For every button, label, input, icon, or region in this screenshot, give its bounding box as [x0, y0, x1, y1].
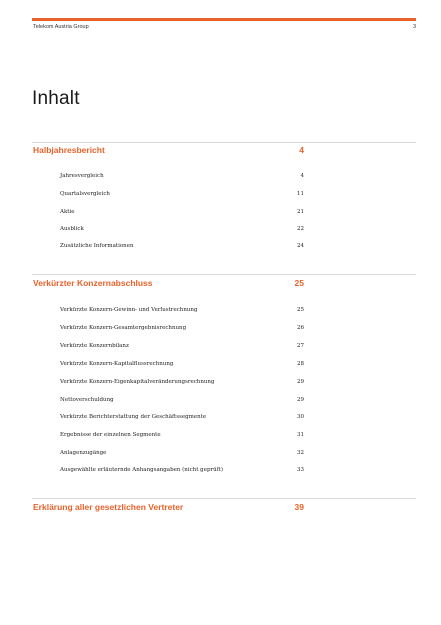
section-title-halbjahresbericht[interactable]: Halbjahresbericht — [33, 145, 105, 155]
section-page-halbjahresbericht[interactable]: 4 — [299, 145, 304, 155]
toc-entry-page[interactable]: 26 — [297, 325, 304, 331]
section-title-konzernabschluss[interactable]: Verkürzter Konzernabschluss — [33, 278, 153, 288]
section-title-erklaerung[interactable]: Erklärung aller gesetzlichen Vertreter — [33, 502, 184, 512]
toc-entry[interactable]: Aktie — [60, 209, 75, 215]
section-page-erklaerung[interactable]: 39 — [294, 502, 304, 512]
toc-entry[interactable]: Verkürzte Konzern-Kapitalflussrechnung — [60, 361, 174, 367]
toc-entry[interactable]: Jahresvergleich — [60, 173, 104, 179]
toc-entry-page[interactable]: 29 — [297, 397, 304, 403]
toc-entry-page[interactable]: 22 — [297, 226, 304, 232]
toc-entry[interactable]: Verkürzte Berichterstattung der Geschäftssegmente — [60, 414, 207, 420]
section-page-konzernabschluss[interactable]: 25 — [294, 278, 304, 288]
toc-entry-page[interactable]: 11 — [297, 191, 304, 197]
toc-entry-page[interactable]: 32 — [297, 450, 304, 456]
section-divider — [32, 498, 416, 499]
toc-entry[interactable]: Ausgewählte erläuternde Anhangsangaben (nicht geprüft) — [60, 467, 224, 473]
header-accent-bar — [32, 18, 416, 21]
toc-entry[interactable]: Anlagenzugänge — [60, 450, 107, 456]
toc-entry-page[interactable]: 29 — [297, 379, 304, 385]
toc-entry[interactable]: Ergebnisse der einzelnen Segmente — [60, 432, 161, 438]
toc-entry-page[interactable]: 30 — [297, 414, 304, 420]
section-divider — [32, 274, 416, 275]
toc-entry[interactable]: Verkürzte Konzern-Gesamtergebnisrechnung — [60, 325, 187, 331]
toc-entry[interactable]: Quartalsvergleich — [60, 191, 110, 197]
toc-entry[interactable]: Nettoverschuldung — [60, 397, 114, 403]
toc-entry[interactable]: Zusätzliche Informationen — [60, 243, 134, 249]
header-page-number: 3 — [412, 24, 416, 30]
toc-entry-page[interactable]: 24 — [297, 243, 304, 249]
toc-entry[interactable]: Verkürzte Konzern-Eigenkapitalveränderungsrechnung — [60, 379, 215, 385]
toc-entry-page[interactable]: 4 — [300, 173, 304, 179]
toc-entry[interactable]: Verkürzte Konzern-Gewinn- und Verlustrechnung — [60, 307, 198, 313]
page-title: Inhalt — [32, 88, 80, 109]
toc-entry[interactable]: Verkürzte Konzernbilanz — [60, 343, 129, 349]
section-divider — [32, 142, 416, 143]
toc-entry-page[interactable]: 25 — [297, 307, 304, 313]
toc-entry-page[interactable]: 27 — [297, 343, 304, 349]
toc-entry[interactable]: Ausblick — [60, 226, 84, 232]
toc-entry-page[interactable]: 28 — [297, 361, 304, 367]
toc-entry-page[interactable]: 31 — [297, 432, 304, 438]
toc-entry-page[interactable]: 21 — [297, 209, 304, 215]
toc-entry-page[interactable]: 33 — [297, 467, 304, 473]
header-company-name: Telekom Austria Group — [33, 24, 89, 30]
